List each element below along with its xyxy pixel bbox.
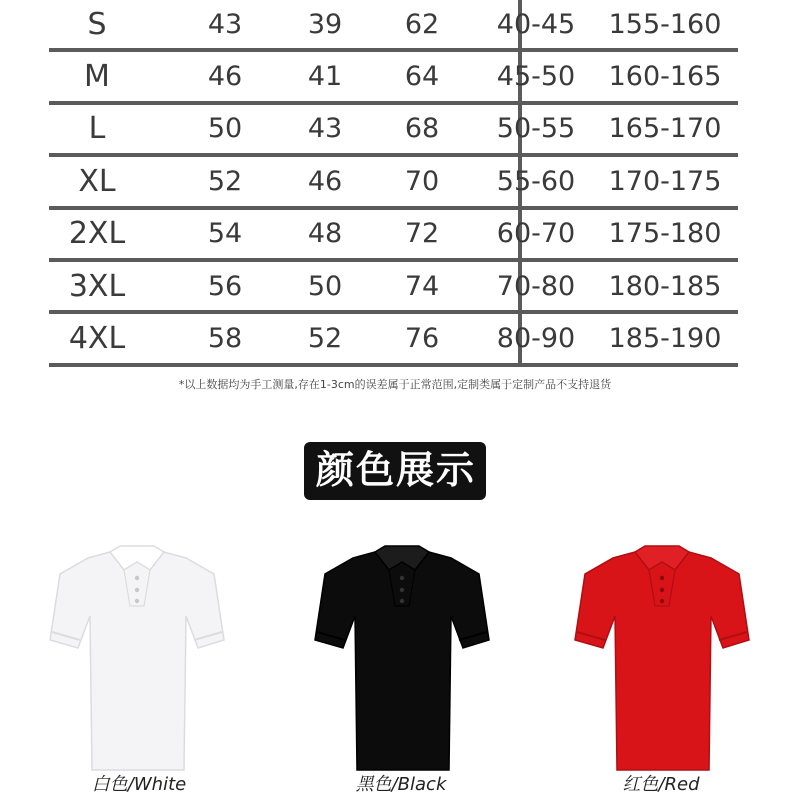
- height-cell: 185-190: [608, 323, 722, 355]
- measure-cell: 76: [404, 323, 440, 355]
- measure-cell: 64: [404, 61, 440, 93]
- shirt-color-label: 白色/White: [91, 774, 187, 795]
- measure-cell: 43: [207, 8, 243, 40]
- measure-cell: 46: [307, 165, 343, 197]
- polo-shirt-image: [313, 544, 491, 774]
- size-row: [49, 157, 738, 209]
- size-table: [49, 0, 738, 367]
- size-row: [49, 314, 738, 366]
- weight-cell: 70-80: [496, 270, 576, 302]
- measure-cell: 52: [307, 323, 343, 355]
- measure-cell: 46: [207, 61, 243, 93]
- size-row: [49, 262, 738, 314]
- height-cell: 160-165: [608, 61, 722, 93]
- weight-cell: 50-55: [496, 113, 576, 145]
- size-cell: 2XL: [68, 216, 126, 252]
- measure-cell: 41: [307, 61, 343, 93]
- size-row: [49, 105, 738, 157]
- polo-shirt-image: [48, 544, 226, 774]
- measure-cell: 58: [207, 323, 243, 355]
- measure-cell: 39: [307, 8, 343, 40]
- size-cell: L: [88, 111, 106, 147]
- weight-cell: 40-45: [496, 8, 576, 40]
- height-cell: 170-175: [608, 165, 722, 197]
- size-row: [49, 52, 738, 104]
- measure-cell: 50: [207, 113, 243, 145]
- measure-cell: 48: [307, 218, 343, 250]
- measure-cell: 50: [307, 270, 343, 302]
- measure-cell: 62: [404, 8, 440, 40]
- size-cell: XL: [78, 163, 116, 199]
- measure-cell: 54: [207, 218, 243, 250]
- shirt-color-label: 红色/Red: [622, 774, 700, 795]
- polo-shirt-image: [573, 544, 751, 774]
- color-section-heading: 颜色展示: [304, 442, 486, 500]
- size-cell: S: [87, 6, 107, 42]
- size-cell: 4XL: [68, 321, 126, 357]
- size-cell: 3XL: [68, 268, 126, 304]
- height-cell: 155-160: [608, 8, 722, 40]
- weight-cell: 45-50: [496, 61, 576, 93]
- measure-cell: 74: [404, 270, 440, 302]
- measure-cell: 56: [207, 270, 243, 302]
- measurement-note: *以上数据均为手工测量,存在1-3cm的误差属于正常范围,定制类属于定制产品不支持退货: [178, 378, 612, 391]
- measure-cell: 70: [404, 165, 440, 197]
- height-cell: 165-170: [608, 113, 722, 145]
- size-row: [49, 0, 738, 52]
- weight-cell: 60-70: [496, 218, 576, 250]
- weight-cell: 55-60: [496, 165, 576, 197]
- shirt-color-label: 黑色/Black: [355, 774, 447, 795]
- height-cell: 180-185: [608, 270, 722, 302]
- measure-cell: 52: [207, 165, 243, 197]
- size-cell: M: [84, 59, 110, 95]
- measure-cell: 68: [404, 113, 440, 145]
- height-cell: 175-180: [608, 218, 722, 250]
- weight-cell: 80-90: [496, 323, 576, 355]
- measure-cell: 43: [307, 113, 343, 145]
- size-row: [49, 210, 738, 262]
- measure-cell: 72: [404, 218, 440, 250]
